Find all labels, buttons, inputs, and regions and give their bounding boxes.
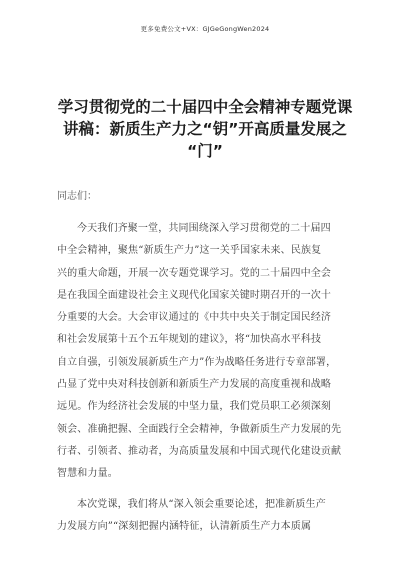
greeting: 同志们：: [57, 191, 97, 202]
body-line: 行者、引领者、推动者，为高质量发展和中国式现代化建设贡献: [57, 445, 342, 457]
body-line: 和社会发展第十五个五年规划的建议》，将“加快高水平科技: [57, 334, 322, 346]
document-body: [57, 218, 356, 538]
body-line: 凸显了党中央对科技创新和新质生产力发展的高度重视和战略: [57, 379, 332, 391]
body-line: 力发展方向”“深刻把握内涵特征，认清新质生产力本质属: [57, 520, 312, 532]
header-note: 更多免费公文+VX：GJGeGongWen2024: [140, 25, 270, 33]
title-line: “门”: [187, 142, 223, 160]
body-line: 今天我们齐聚一堂，共同围绕深入学习贯彻党的二十届四: [77, 223, 331, 234]
body-line: 领会、准确把握、全面践行全会精神，争做新质生产力发展的先: [57, 423, 342, 435]
document-title: [40, 96, 370, 162]
body-line: 是在我国全面建设社会主义现代化国家关键时期召开的一次十: [57, 289, 332, 301]
body-line: 远见。作为经济社会发展的中坚力量，我们党员职工必须深刻: [57, 401, 332, 413]
paragraph-gap: [57, 486, 356, 494]
body-line: 本次党课，我们将从“深入领会重要论述，把准新质生产: [77, 498, 326, 510]
title-line: 讲稿：新质生产力之“钥”开高质量发展之: [63, 120, 347, 138]
body-line: 兴的重大命题，开展一次专题党课学习。党的二十届四中全会: [57, 267, 332, 279]
body-line: 中全会精神，聚焦“新质生产力”这一关乎国家未来、民族复: [57, 245, 322, 257]
body-line: 智慧和力量。: [57, 468, 118, 480]
paragraph-1: [57, 218, 356, 486]
paragraph-2: [57, 494, 356, 539]
body-line: 分重要的大会。大会审议通过的《中共中央关于制定国民经济: [57, 312, 332, 324]
title-line: 学习贯彻党的二十届四中全会精神专题党课: [57, 98, 353, 116]
body-line: 自立自强，引领发展新质生产力”作为战略任务进行专章部署，: [57, 356, 337, 368]
